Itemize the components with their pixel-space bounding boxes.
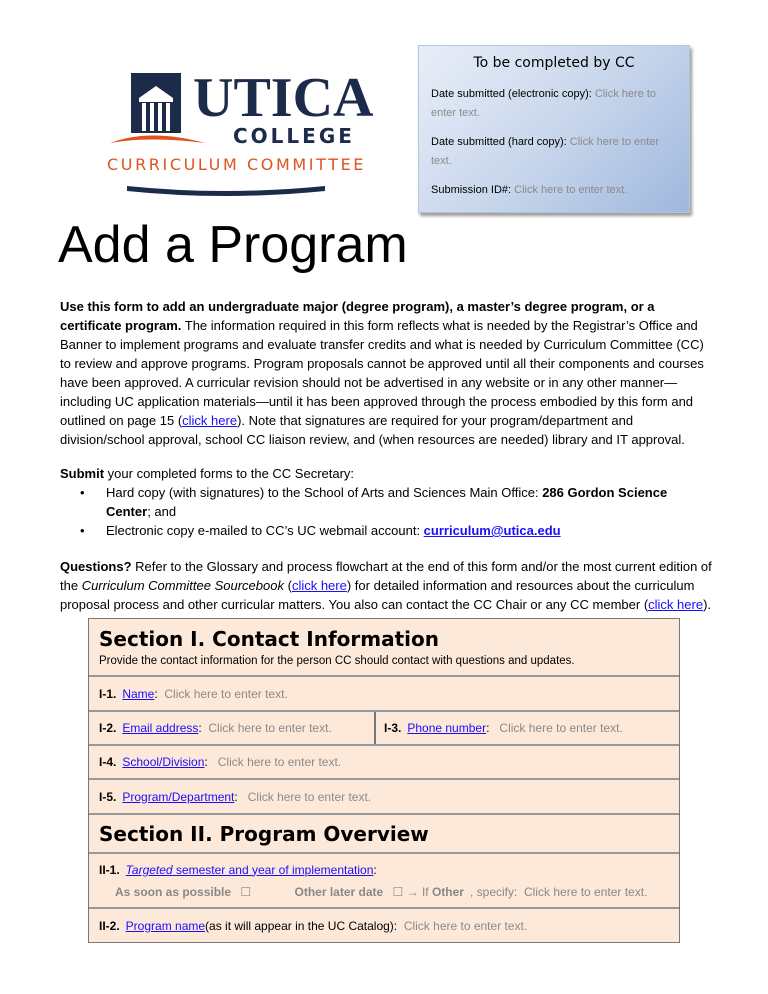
page-title: Add a Program bbox=[58, 216, 408, 274]
submission-id-field[interactable]: Submission ID#: Click here to enter text. bbox=[431, 184, 628, 196]
program-name-field[interactable]: II-2. Program name (as it will appear in the UC Catalog) : Click here to enter text. bbox=[99, 919, 528, 933]
svg-text:CURRICULUM COMMITTEE: CURRICULUM COMMITTEE bbox=[107, 155, 367, 174]
submit-instructions: Submit your completed forms to the CC Secretary: • Hard copy (with signatures) to the School of Arts and Sciences Main Office: 286 Gordon Science Center; and • Electronic copy e-mailed to CC’s UC webmail account: curriculum@utica.edu bbox=[60, 464, 715, 540]
other-date-input[interactable]: Click here to enter text. bbox=[524, 884, 648, 899]
section1-header: Section I. Contact Information Provide the contact information for the person CC should contact with questions and updates. bbox=[89, 619, 679, 677]
utica-college-logo bbox=[105, 58, 374, 203]
phone-field[interactable]: I-3. Phone number : Click here to enter text. bbox=[384, 721, 623, 735]
cc-box-title: To be completed by CC bbox=[473, 55, 635, 71]
implementation-field: II-1. Targeted semester and year of implementation: As soon as possible ☐ Other later date ☐ → If Other , specify: Click here to enter text. bbox=[89, 854, 679, 909]
name-field[interactable]: I-1. Name : Click here to enter text. bbox=[89, 677, 679, 712]
form-table bbox=[88, 618, 680, 943]
cc-members-link[interactable]: click here bbox=[648, 597, 704, 612]
date-hardcopy-field[interactable]: Date submitted (hard copy): Click here to enter text. bbox=[431, 136, 660, 167]
contact-row bbox=[89, 712, 679, 746]
intro-paragraph: Use this form to add an undergraduate major (degree program), a master’s degree program, or a certificate program. The information required in this form reflects what is needed by the Registrar’s Office and Banner to implement programs and evaluate transfer credits and what is needed by Curriculum Committee (CC) to review and approve programs. Program proposals cannot be approved until all their components and courses have been approved. A curricular revision should not be advertised in any website or in any other manner—including UC application materials—until it has been approved through the process embodied by this form and outlined on page 15 (click here). Note that signatures are required for your program/department and division/school approval, school CC liaison review, and (when resources are needed) library and IT approval. bbox=[60, 299, 704, 447]
email-link[interactable]: curriculum@utica.edu bbox=[423, 523, 561, 538]
asap-checkbox[interactable]: As soon as possible ☐ bbox=[115, 884, 252, 899]
email-field[interactable]: I-2. Email address : Click here to enter text. bbox=[99, 712, 376, 744]
department-field[interactable]: I-5. Program/Department : Click here to enter text. bbox=[89, 780, 679, 815]
school-field[interactable]: I-4. School/Division : Click here to enter text. bbox=[89, 746, 679, 780]
section2-header: Section II. Program Overview bbox=[89, 815, 679, 854]
sourcebook-link[interactable]: click here bbox=[291, 578, 347, 593]
later-date-checkbox[interactable]: Other later date ☐ bbox=[294, 884, 404, 899]
hardcopy-item: • Hard copy (with signatures) to the School of Arts and Sciences Main Office: 286 Gordon Science Center; and bbox=[94, 483, 715, 521]
electronic-item: • Electronic copy e-mailed to CC’s UC webmail account: curriculum@utica.edu bbox=[94, 521, 715, 540]
svg-text:UTICA: UTICA bbox=[193, 67, 374, 129]
page15-link[interactable]: click here bbox=[182, 413, 238, 428]
document-body bbox=[0, 214, 768, 943]
svg-text:COLLEGE: COLLEGE bbox=[233, 124, 355, 148]
cc-use-box bbox=[418, 45, 690, 213]
questions-paragraph: Questions? Refer to the Glossary and process flowchart at the end of this form and/or the most current edition of the Curriculum Committee Sourcebook (click here) for detailed information and resources about the curriculum proposal process and other curricular matters. You also can contact the CC Chair or any CC member (click here). bbox=[60, 559, 712, 612]
date-electronic-field[interactable]: Date submitted (electronic copy): Click here to enter text. bbox=[431, 88, 656, 119]
